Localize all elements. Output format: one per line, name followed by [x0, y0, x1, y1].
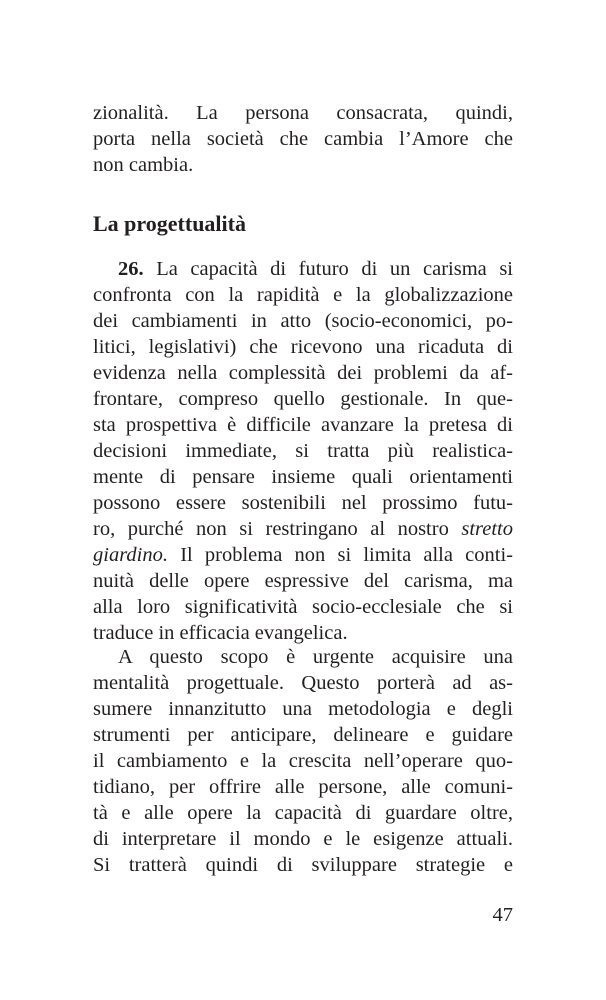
text-line: tidiano, per offrire alle persone, alle comuni-: [93, 776, 513, 798]
text-line: frontare, compreso quello gestionale. In que-: [93, 388, 513, 410]
text-line: decisioni immediate, si tratta più realistica-: [93, 440, 513, 462]
page-number: 47: [492, 904, 513, 926]
continued-paragraph: [93, 100, 513, 178]
text-line: possono essere sostenibili nel prossimo futu-: [93, 492, 513, 514]
text-span: Il problema non si limita alla conti-: [180, 544, 513, 566]
text-line: [93, 256, 513, 282]
text-line: evidenza nella complessità dei problemi da af-: [93, 362, 513, 384]
text-line: il cambiamento e la crescita nell’operare quo-: [93, 750, 513, 772]
text-line: di interpretare il mondo e le esigenze attuali.: [93, 828, 513, 850]
paragraph-26: [93, 256, 513, 646]
text-line: non cambia.: [93, 154, 194, 176]
text-line: [93, 542, 513, 568]
text-line: mentalità progettuale. Questo porterà ad as-: [93, 672, 513, 694]
text-line: traduce in efficacia evangelica.: [93, 622, 348, 644]
text-line: zionalità. La persona consacrata, quindi,: [93, 102, 513, 124]
section-heading: La progettualità: [93, 211, 246, 236]
text-line: [93, 516, 513, 542]
italic-text: giardino.: [93, 544, 168, 566]
text-line: mente di pensare insieme quali orientamenti: [93, 466, 513, 488]
text-line: litici, legislativi) che ricevono una ricaduta di: [93, 336, 513, 358]
text-line: dei cambiamenti in atto (socio-economici, po-: [93, 310, 513, 332]
italic-text: stretto: [461, 518, 513, 540]
text-line: porta nella società che cambia l’Amore che: [93, 128, 513, 150]
text-line: strumenti per anticipare, delineare e guidare: [93, 724, 513, 746]
text-line: sta prospettiva è difficile avanzare la pretesa di: [93, 414, 513, 436]
paragraph-number: 26.: [118, 258, 144, 280]
text-span: ro, purché non si restringano al nostro: [93, 518, 462, 540]
text-line: nuità delle opere espressive del carisma, ma: [93, 570, 513, 592]
text-line: alla loro significatività socio-ecclesiale che si: [93, 596, 513, 618]
paragraph-next: [93, 644, 513, 878]
text-line: tà e alle opere la capacità di guardare oltre,: [93, 802, 513, 824]
text-span: La capacità di futuro di un carisma si: [156, 258, 513, 280]
text-line: confronta con la rapidità e la globalizzazione: [93, 284, 513, 306]
text-line: sumere innanzitutto una metodologia e degli: [93, 698, 513, 720]
text-line: A questo scopo è urgente acquisire una: [118, 646, 513, 668]
text-line: Si tratterà quindi di sviluppare strategie e: [93, 854, 513, 876]
